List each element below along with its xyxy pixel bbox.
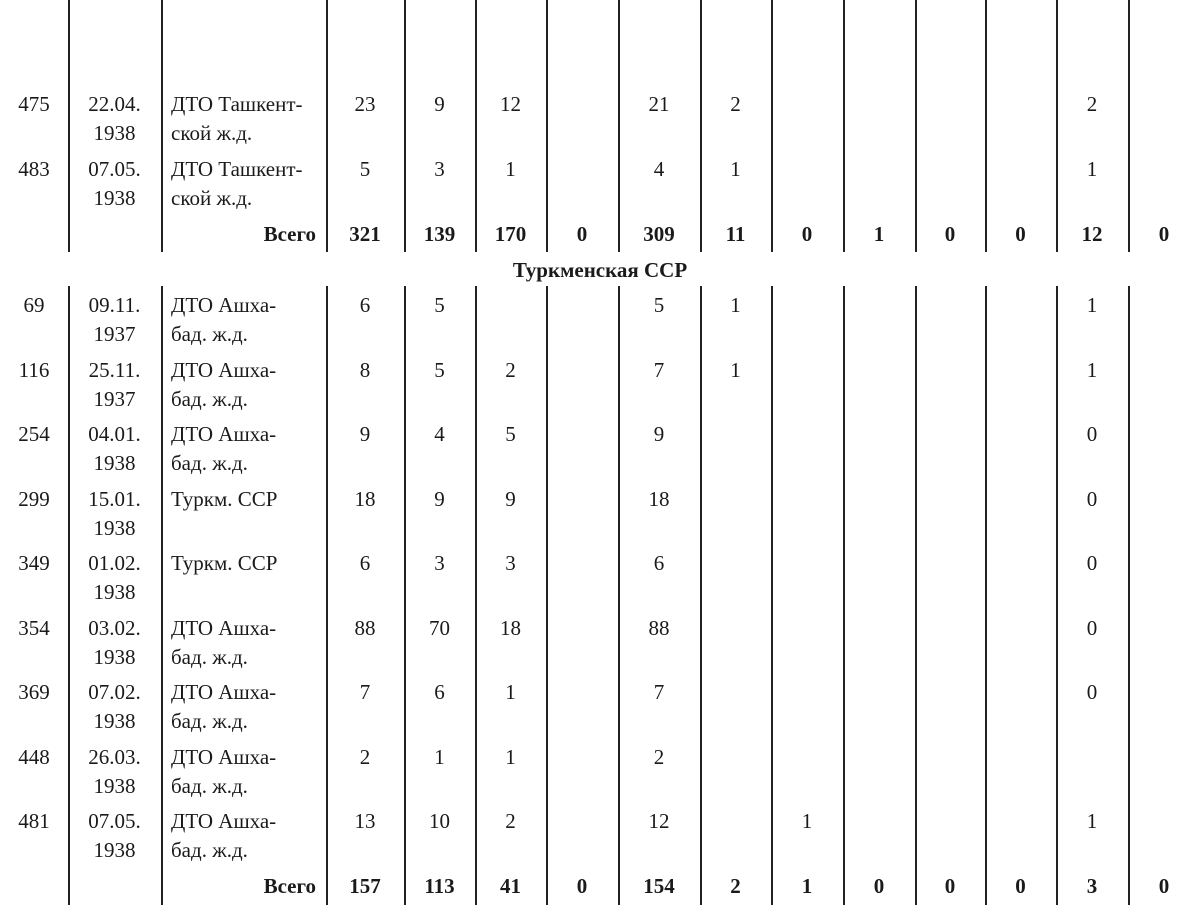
row-number: 483	[18, 157, 50, 181]
row-value: 7	[359, 680, 371, 704]
total-value: 0	[944, 222, 956, 246]
row-value: 88	[648, 616, 670, 640]
row-value: 2	[505, 809, 516, 833]
row-organization-cont: ской ж.д.	[171, 186, 253, 210]
total-value: 0	[1015, 874, 1026, 898]
row-value: 1	[1086, 157, 1098, 181]
row-date-year: 1938	[93, 516, 136, 540]
total-value: 1	[873, 222, 885, 246]
row-value: 1	[730, 358, 741, 382]
row-value: 9	[434, 92, 445, 116]
row-number: 254	[18, 422, 50, 446]
row-date-day: 04.01.	[88, 422, 141, 446]
total-value: 0	[1015, 222, 1026, 246]
row-value: 5	[434, 358, 445, 382]
row-value: 3	[434, 157, 445, 181]
row-value: 13	[354, 809, 376, 833]
total-value: 0	[801, 222, 813, 246]
row-organization: Туркм. ССР	[171, 487, 278, 511]
section-title: Туркменская ССР	[512, 258, 688, 282]
row-organization: ДТО Ашха-	[171, 680, 277, 704]
row-value: 3	[434, 551, 445, 575]
row-organization: ДТО Ашха-	[171, 358, 277, 382]
total-value: 0	[576, 222, 588, 246]
row-value: 7	[653, 680, 665, 704]
column-rule	[1128, 0, 1130, 252]
row-date-day: 25.11.	[88, 358, 141, 382]
row-value: 5	[359, 157, 371, 181]
row-value: 18	[500, 616, 521, 640]
total-label: Всего	[263, 222, 316, 246]
total-label: Всего	[263, 874, 316, 898]
column-rule	[546, 0, 548, 252]
row-value: 5	[653, 293, 665, 317]
column-rule	[771, 0, 773, 252]
row-value: 1	[505, 745, 516, 769]
row-organization: ДТО Ашха-	[171, 616, 277, 640]
row-value: 1	[1086, 358, 1098, 382]
row-date-year: 1938	[93, 838, 136, 862]
row-number: 448	[18, 745, 50, 769]
row-organization-cont: бад. ж.д.	[171, 451, 248, 475]
row-value: 4	[653, 157, 665, 181]
row-number: 354	[18, 616, 50, 640]
row-number: 349	[18, 551, 50, 575]
row-value: 1	[730, 293, 741, 317]
row-value: 8	[359, 358, 371, 382]
row-value: 1	[801, 809, 813, 833]
row-date-year: 1938	[93, 645, 136, 669]
row-value: 3	[505, 551, 516, 575]
column-rule	[546, 286, 548, 905]
row-value: 1	[1086, 293, 1098, 317]
row-organization: ДТО Ашха-	[171, 293, 277, 317]
row-date-year: 1937	[93, 322, 136, 346]
row-date-day: 07.02.	[88, 680, 141, 704]
row-date-year: 1938	[93, 451, 136, 475]
row-value: 18	[354, 487, 376, 511]
row-date-day: 07.05.	[88, 157, 141, 181]
row-number: 481	[18, 809, 50, 833]
row-value: 70	[429, 616, 450, 640]
row-organization-cont: бад. ж.д.	[171, 387, 248, 411]
row-organization: ДТО Ашха-	[171, 809, 277, 833]
row-organization-cont: бад. ж.д.	[171, 774, 248, 798]
column-rule	[915, 286, 917, 905]
column-rule	[1128, 286, 1130, 905]
row-value: 12	[500, 92, 521, 116]
row-organization-cont: бад. ж.д.	[171, 709, 248, 733]
row-value: 6	[359, 551, 371, 575]
column-rule	[843, 0, 845, 252]
row-date-year: 1938	[93, 121, 136, 145]
row-value: 23	[354, 92, 376, 116]
row-date-day: 01.02.	[88, 551, 141, 575]
row-value: 7	[653, 358, 665, 382]
row-organization-cont: бад. ж.д.	[171, 645, 248, 669]
row-date-year: 1938	[93, 709, 136, 733]
row-date-year: 1938	[93, 186, 136, 210]
row-value: 18	[648, 487, 670, 511]
column-rule	[618, 0, 620, 252]
total-value: 321	[349, 222, 381, 246]
row-number: 475	[18, 92, 50, 116]
total-value: 170	[494, 222, 527, 246]
column-rule	[700, 0, 702, 252]
total-value: 0	[1158, 222, 1170, 246]
total-value: 12	[1081, 222, 1103, 246]
row-value: 1	[730, 157, 741, 181]
row-value: 9	[505, 487, 516, 511]
row-value: 6	[359, 293, 371, 317]
row-organization-cont: бад. ж.д.	[171, 322, 248, 346]
row-organization: ДТО Ашха-	[171, 745, 277, 769]
row-date-day: 03.02.	[88, 616, 141, 640]
row-value: 2	[359, 745, 371, 769]
row-organization-cont: бад. ж.д.	[171, 838, 248, 862]
row-value: 1	[434, 745, 445, 769]
row-value: 0	[1086, 680, 1098, 704]
row-organization: ДТО Ашха-	[171, 422, 277, 446]
row-organization-cont: ской ж.д.	[171, 121, 253, 145]
total-value: 11	[725, 222, 746, 246]
row-date-day: 22.04.	[88, 92, 141, 116]
row-value: 88	[354, 616, 376, 640]
total-value: 157	[349, 874, 381, 898]
row-value: 0	[1086, 487, 1098, 511]
row-value: 5	[434, 293, 445, 317]
row-date-day: 26.03.	[88, 745, 141, 769]
total-value: 0	[873, 874, 885, 898]
row-date-day: 15.01.	[88, 487, 141, 511]
row-number: 69	[23, 293, 45, 317]
row-value: 9	[434, 487, 445, 511]
row-date-year: 1938	[93, 580, 136, 604]
row-organization: ДТО Ташкент-	[171, 157, 303, 181]
row-date-year: 1938	[93, 774, 136, 798]
total-value: 2	[730, 874, 741, 898]
row-value: 2	[505, 358, 516, 382]
row-value: 21	[648, 92, 670, 116]
total-value: 1	[801, 874, 813, 898]
column-rule	[915, 0, 917, 252]
total-value: 154	[643, 874, 675, 898]
row-value: 1	[505, 157, 516, 181]
row-value: 9	[359, 422, 371, 446]
total-value: 0	[576, 874, 588, 898]
row-date-day: 07.05.	[88, 809, 141, 833]
total-value: 0	[944, 874, 956, 898]
row-value: 0	[1086, 551, 1098, 575]
column-rule	[985, 286, 987, 905]
column-rule	[985, 0, 987, 252]
row-number: 116	[18, 358, 50, 382]
total-value: 41	[500, 874, 521, 898]
row-value: 2	[653, 745, 665, 769]
column-rule	[843, 286, 845, 905]
row-value: 6	[653, 551, 665, 575]
row-value: 5	[505, 422, 516, 446]
row-number: 299	[18, 487, 50, 511]
row-value: 0	[1086, 616, 1098, 640]
column-rule	[161, 0, 163, 252]
row-value: 4	[434, 422, 445, 446]
row-organization: ДТО Ташкент-	[171, 92, 303, 116]
row-value: 6	[434, 680, 445, 704]
total-value: 139	[423, 222, 456, 246]
row-value: 1	[1086, 809, 1098, 833]
row-date-year: 1937	[93, 387, 136, 411]
column-rule	[404, 0, 406, 252]
row-value: 2	[730, 92, 741, 116]
row-value: 9	[653, 422, 665, 446]
total-value: 309	[643, 222, 675, 246]
column-rule	[1056, 0, 1058, 252]
row-number: 369	[18, 680, 50, 704]
row-value: 0	[1086, 422, 1098, 446]
row-value: 1	[505, 680, 516, 704]
row-date-day: 09.11.	[88, 293, 141, 317]
total-value: 0	[1158, 874, 1170, 898]
total-value: 3	[1086, 874, 1098, 898]
column-rule	[161, 286, 163, 905]
row-value: 10	[429, 809, 450, 833]
row-value: 2	[1086, 92, 1098, 116]
total-value: 113	[424, 874, 455, 898]
column-rule	[326, 0, 328, 252]
column-rule	[475, 0, 477, 252]
row-value: 12	[648, 809, 670, 833]
row-organization: Туркм. ССР	[171, 551, 278, 575]
